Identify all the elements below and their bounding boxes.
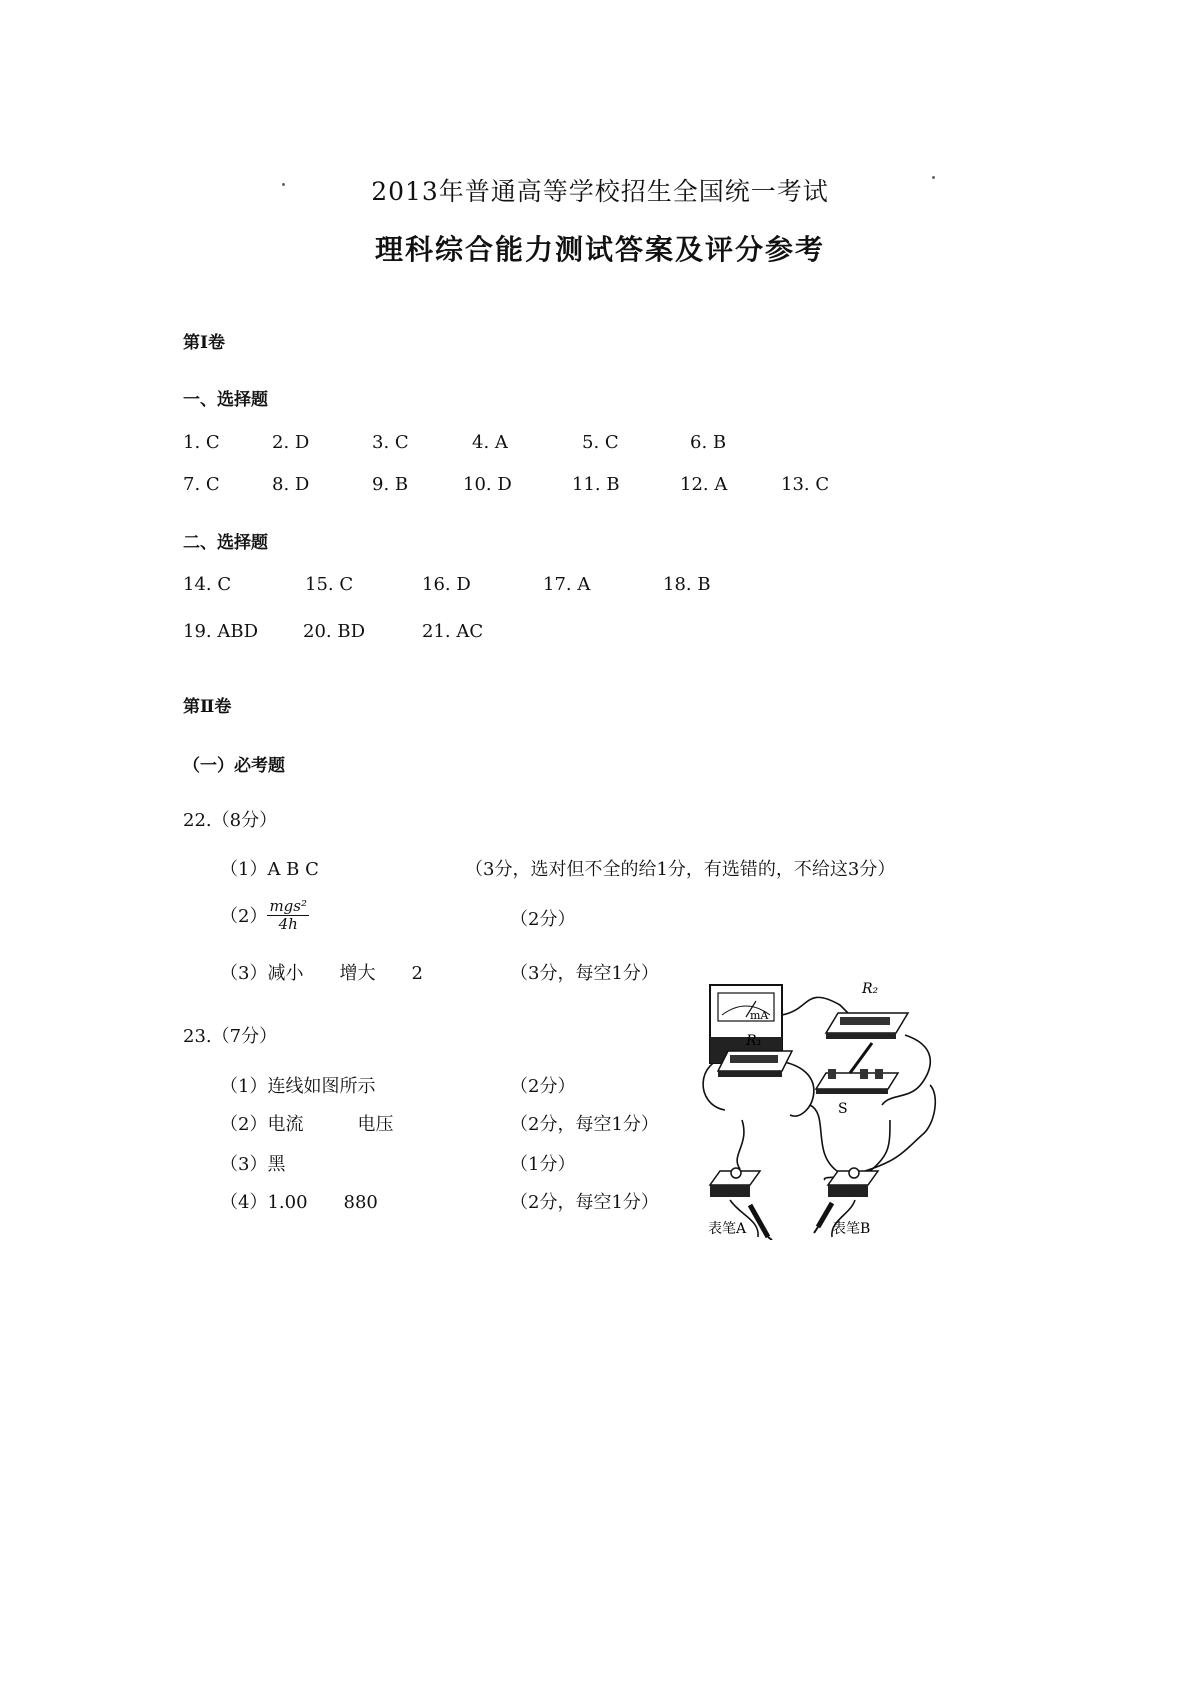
q22-item3 (220, 959, 423, 985)
fraction-numerator: mgs² (269, 897, 307, 915)
section1-heading: 一、选择题 (183, 390, 268, 410)
answer-18: 18. B (663, 574, 711, 595)
probe-a-label: 表笔A (708, 1221, 747, 1237)
q23-item3-score: （1分） (510, 1154, 576, 1175)
resistor-r2 (826, 981, 908, 1039)
q23-item3 (220, 1150, 285, 1176)
terminal-a (710, 1168, 760, 1197)
answer-20: 20. BD (303, 621, 366, 642)
answer-6: 6. B (690, 432, 727, 453)
terminal-b (828, 1168, 878, 1197)
part1-heading: 第Ⅰ卷 (183, 333, 225, 353)
q23-item1-answer: 连线如图所示 (267, 1076, 376, 1097)
q23-item4-score: （2分，每空1分） (510, 1192, 659, 1213)
probe-b (814, 1203, 832, 1233)
q23-item2-answer: 电流 电压 (267, 1114, 394, 1135)
q23-item1 (220, 1072, 375, 1098)
q23-item4 (220, 1188, 378, 1214)
q23-item4-answer: 1.00 880 (267, 1192, 378, 1213)
q23-item2-index: （2） (220, 1114, 268, 1135)
answer-9: 9. B (372, 474, 409, 495)
q22-item2-fraction (267, 898, 309, 932)
q23-item1-index: （1） (220, 1076, 268, 1097)
answer-5: 5. C (582, 432, 619, 453)
q22-item1-score: （3分，选对但不全的给1分，有选错的，不给这3分） (465, 859, 896, 880)
document-title-line1: 2013年普通高等学校招生全国统一考试 (371, 177, 829, 206)
q23-label: 23.（7分） (183, 1026, 278, 1047)
answer-3: 3. C (372, 432, 409, 453)
switch-label: S (838, 1101, 848, 1117)
q23-item4-index: （4） (220, 1192, 268, 1213)
milliammeter-label: mA (750, 1009, 769, 1022)
answer-10: 10. D (463, 474, 512, 495)
answer-13: 13. C (781, 474, 830, 495)
answer-4: 4. A (472, 432, 508, 453)
resistor-r2-label: R₂ (862, 981, 879, 997)
q23-item2-score: （2分，每空1分） (510, 1114, 659, 1135)
fraction-denominator: 4h (278, 914, 298, 933)
answer-14: 14. C (183, 574, 232, 595)
q23-item1-score: （2分） (510, 1076, 576, 1097)
section2-heading: 二、选择题 (183, 533, 268, 553)
answer-2: 2. D (272, 432, 310, 453)
answer-7: 7. C (183, 474, 220, 495)
scan-speck (282, 183, 285, 186)
q22-label: 22.（8分） (183, 810, 278, 831)
q22-item1 (220, 855, 319, 881)
answer-15: 15. C (305, 574, 354, 595)
resistor-r1-label: R₁ (746, 1033, 763, 1049)
q22-item2 (220, 898, 309, 932)
answer-11: 11. B (572, 474, 620, 495)
answer-1: 1. C (183, 432, 220, 453)
q23-item3-index: （3） (220, 1154, 268, 1175)
part2-subheading: （一）必考题 (183, 756, 285, 776)
q22-item2-index: （2） (220, 906, 268, 927)
q22-item1-answer: A B C (267, 859, 319, 880)
q22-item3-score: （3分，每空1分） (510, 963, 659, 984)
circuit-diagram (690, 975, 940, 1240)
q22-item3-index: （3） (220, 963, 268, 984)
document-title-line2: 理科综合能力测试答案及评分参考 (374, 233, 825, 266)
answer-17: 17. A (543, 574, 591, 595)
answer-21: 21. AC (422, 621, 484, 642)
answer-19: 19. ABD (183, 621, 259, 642)
answer-8: 8. D (272, 474, 310, 495)
q22-item1-index: （1） (220, 859, 268, 880)
q22-item3-answer: 减小 增大 2 (267, 963, 423, 984)
answer-16: 16. D (422, 574, 471, 595)
switch-s (816, 1043, 898, 1117)
scan-speck (932, 176, 935, 179)
answer-12: 12. A (680, 474, 728, 495)
part2-heading: 第Ⅱ卷 (183, 697, 232, 717)
q22-item2-score: （2分） (510, 909, 576, 930)
q23-item3-answer: 黑 (267, 1154, 286, 1175)
probe-b-label: 表笔B (832, 1221, 871, 1237)
q23-item2 (220, 1110, 393, 1136)
